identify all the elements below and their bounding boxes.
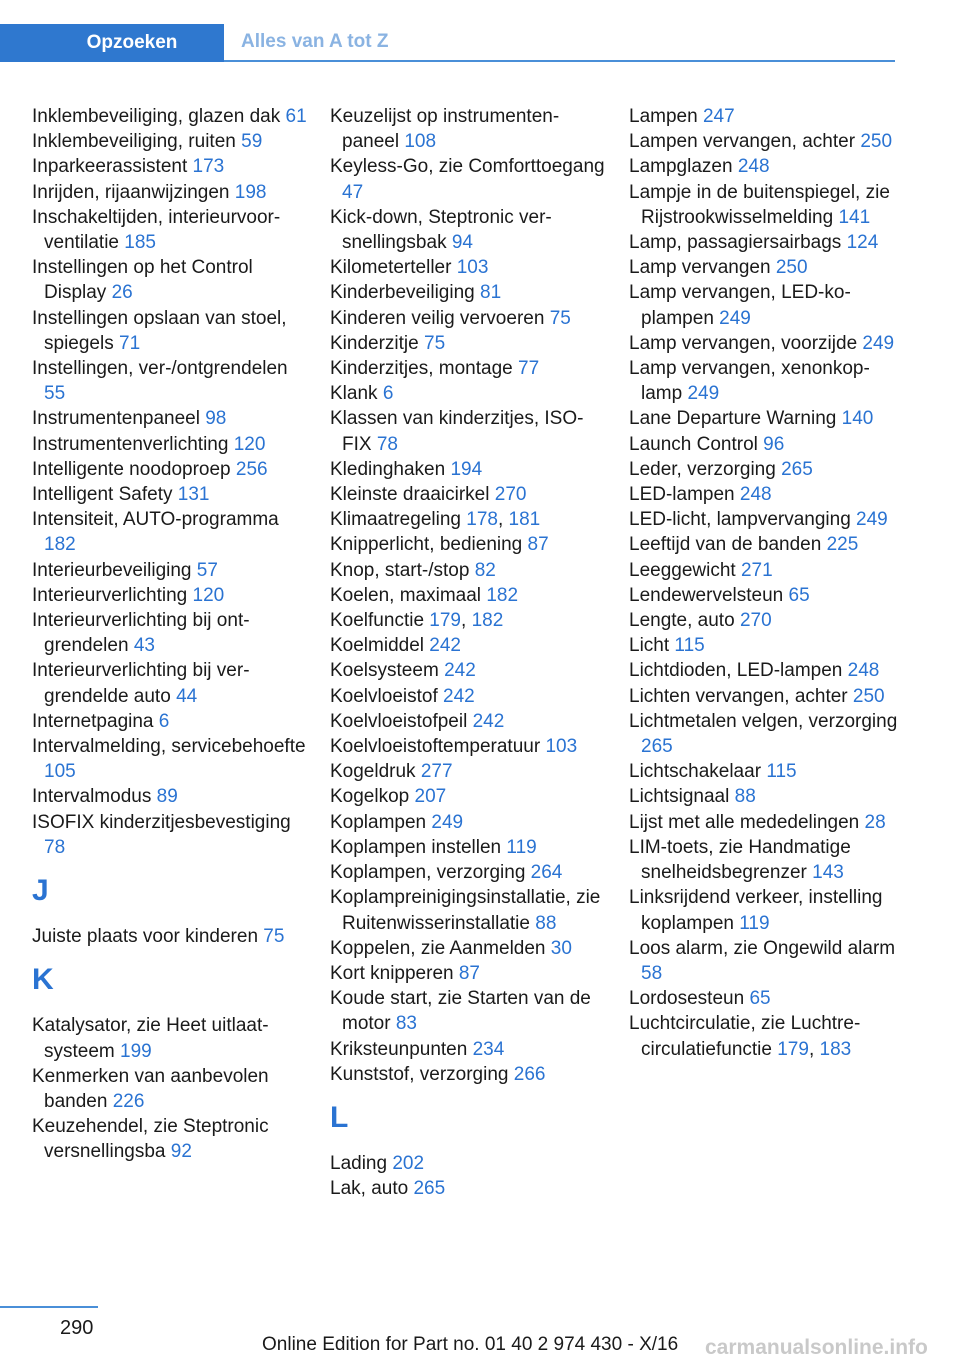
page-link[interactable]: 105: [44, 761, 76, 783]
page-link[interactable]: 61: [285, 106, 307, 127]
index-entry: [330, 936, 605, 961]
index-term: Kogelkop: [330, 786, 410, 808]
index-term: Licht: [629, 635, 670, 657]
page-link[interactable]: 271: [740, 559, 773, 581]
index-entry: [629, 709, 899, 759]
index-entry: [629, 457, 899, 482]
index-entry: [629, 255, 899, 280]
index-entry: [32, 583, 307, 608]
index-term: Koppelen, zie Aanmelden: [330, 937, 546, 959]
index-entry: [629, 633, 899, 658]
page-link[interactable]: 57: [196, 559, 218, 581]
watermark: carmanualsonline.info: [705, 1336, 928, 1359]
page-link[interactable]: 234: [472, 1038, 505, 1060]
index-term: Linksrijdend verkeer, instelling koplampen: [629, 887, 883, 934]
index-term: ISOFIX kinderzitjesbevestiging: [32, 811, 291, 833]
page-link[interactable]: 178: [466, 509, 498, 531]
index-term: Knop, start-/stop: [330, 559, 470, 581]
index-entry: [330, 784, 605, 809]
index-entry: [32, 104, 307, 129]
page-link[interactable]: 249: [862, 332, 895, 354]
index-term: Koude start, zie Starten van de motor: [330, 988, 591, 1035]
page-link[interactable]: 182: [471, 610, 504, 632]
page-link[interactable]: 6: [382, 383, 394, 405]
page-link[interactable]: 43: [133, 635, 155, 657]
index-entry: [330, 205, 605, 255]
page-link[interactable]: 247: [702, 106, 735, 127]
index-term: Intensiteit, AUTO-programma: [32, 509, 279, 531]
page-link[interactable]: 119: [739, 912, 770, 934]
index-term: Lichtsignaal: [629, 786, 730, 808]
index-term: Koplampen, verzorging: [330, 862, 526, 884]
index-term: Lijst met alle mededelingen: [629, 811, 860, 833]
index-entry: [330, 860, 605, 885]
index-entry: [32, 507, 307, 557]
index-entry: [32, 709, 307, 734]
page-link[interactable]: 47: [342, 181, 364, 203]
page-link[interactable]: 249: [431, 811, 464, 833]
index-term: Koplampen instellen: [330, 836, 502, 858]
page-link[interactable]: 143: [812, 862, 844, 884]
index-entry: [32, 1114, 307, 1164]
index-entry: [330, 457, 605, 482]
index-entry: [330, 1037, 605, 1062]
page-link[interactable]: 179: [777, 1038, 809, 1060]
index-term: Lichtschakelaar: [629, 761, 762, 783]
index-entry: [330, 356, 605, 381]
index-term: LED-lampen: [629, 484, 735, 506]
index-term: Koplampreinigingsinstallatie, zie Ruitenwisserinstallatie: [330, 887, 601, 934]
index-entry: [330, 532, 605, 557]
page-link[interactable]: 55: [44, 383, 66, 405]
page-link[interactable]: 77: [518, 358, 540, 380]
page-link[interactable]: 30: [550, 937, 572, 959]
index-entry: [330, 1151, 605, 1176]
page-link[interactable]: 181: [508, 509, 541, 531]
index-entry: [330, 759, 605, 784]
index-term: Klimaatregeling: [330, 509, 461, 531]
page-link[interactable]: 108: [404, 131, 437, 153]
index-term: Interieurverlichting bij ontgrendelen: [32, 610, 250, 657]
index-term: Intelligente noodoproep: [32, 458, 231, 480]
page-link[interactable]: 59: [241, 131, 263, 153]
index-entry: [32, 734, 307, 784]
index-entry: [330, 154, 605, 204]
index-term: Koelsysteem: [330, 660, 439, 682]
index-entry: [330, 1062, 605, 1087]
index-term: Kinderzitjes, montage: [330, 358, 513, 380]
page-link[interactable]: 120: [192, 584, 225, 606]
page-link[interactable]: 89: [156, 786, 178, 808]
page-link[interactable]: 103: [456, 257, 489, 279]
index-term: Koelmiddel: [330, 635, 424, 657]
page-link[interactable]: 249: [687, 383, 720, 405]
page-link[interactable]: 131: [177, 484, 210, 506]
page-link[interactable]: 202: [392, 1152, 425, 1174]
page-link[interactable]: 119: [506, 836, 537, 858]
index-term: Loos alarm, zie Ongewild alarm: [629, 937, 896, 959]
index-term: Luchtcirculatie, zie Luchtrecirculatiefunctie: [629, 1013, 861, 1060]
index-entry: [629, 154, 899, 179]
index-entry: [32, 558, 307, 583]
page-link[interactable]: 207: [414, 786, 447, 808]
index-term: Kort knipperen: [330, 962, 454, 984]
index-letter-heading: J: [32, 874, 49, 908]
index-term: LIM-toets, zie Handmatige snelheidsbegrenzer: [629, 836, 851, 884]
index-term: Leeggewicht: [629, 559, 736, 581]
index-entry: [629, 835, 899, 885]
page-link[interactable]: 182: [486, 584, 519, 606]
index-entry: [629, 507, 899, 532]
page-link[interactable]: 179: [429, 610, 461, 632]
index-term: Lendewervelsteun: [629, 584, 784, 606]
index-entry: [629, 331, 899, 356]
index-term: Koelen, maximaal: [330, 584, 482, 606]
index-entry: [32, 129, 307, 154]
index-term: Leeftijd van de banden: [629, 534, 822, 556]
index-term: Juiste plaats voor kinderen: [32, 926, 259, 948]
index-entry: [330, 633, 605, 658]
index-entry: [330, 1176, 605, 1201]
index-term: Koplampen: [330, 811, 427, 833]
index-column-1: [32, 104, 307, 1165]
index-entry: [629, 230, 899, 255]
index-term: Lading: [330, 1152, 388, 1174]
index-term: Keuzelijst op instrumentenpaneel: [330, 106, 560, 153]
index-term: Lampen vervangen, achter: [629, 131, 856, 153]
index-term: Lichtdioden, LED-lampen: [629, 660, 843, 682]
edition-note: Online Edition for Part no. 01 40 2 974 430 - X/16: [262, 1334, 679, 1355]
index-term: Kinderzitje: [330, 332, 419, 354]
index-entry: [629, 280, 899, 330]
index-entry: [629, 532, 899, 557]
page-link[interactable]: 265: [641, 736, 673, 758]
index-entry: [330, 104, 605, 154]
index-term: Kenmerken van aanbevolen banden: [32, 1065, 269, 1112]
index-term: Lane Departure Warning: [629, 408, 837, 430]
page-link[interactable]: 78: [44, 836, 66, 858]
page-link[interactable]: 250: [860, 131, 893, 153]
index-entry: [330, 885, 605, 935]
index-term: Lak, auto: [330, 1178, 409, 1200]
index-entry: [32, 810, 307, 860]
index-entry: [330, 810, 605, 835]
index-term: Koelfunctie: [330, 610, 425, 632]
index-entry: [330, 734, 605, 759]
index-term: Lamp vervangen, voorzijde: [629, 332, 858, 354]
tab-alles-van-a-tot-z[interactable]: Alles van A tot Z: [241, 31, 389, 52]
index-term: Lichtmetalen velgen, verzorging: [629, 710, 898, 732]
page-link[interactable]: 249: [719, 307, 751, 329]
page-link[interactable]: 242: [443, 685, 475, 707]
page-number: 290: [60, 1317, 94, 1339]
index-term: Intelligent Safety: [32, 484, 173, 506]
page-link[interactable]: 75: [263, 926, 285, 948]
page-link[interactable]: 98: [205, 408, 227, 430]
page-link[interactable]: 58: [641, 962, 663, 984]
page-link[interactable]: 242: [429, 635, 461, 657]
index-term: Klank: [330, 383, 378, 405]
index-entry: [629, 180, 899, 230]
index-entry: [330, 331, 605, 356]
page-link[interactable]: 248: [737, 156, 770, 178]
page-link[interactable]: 249: [856, 509, 888, 531]
page-link[interactable]: 87: [527, 534, 549, 556]
index-term: Lamp, passagiersairbags: [629, 232, 842, 254]
index-entry: [330, 986, 605, 1036]
index-entry: Klimaatregeling 178, 181: [330, 509, 541, 531]
page-link[interactable]: 250: [852, 685, 885, 707]
index-entry: [32, 154, 307, 179]
index-entry: [629, 885, 899, 935]
index-term: Knipperlicht, bediening: [330, 534, 523, 556]
index-term: Kleinste draaicirkel: [330, 484, 490, 506]
index-entry: [629, 810, 899, 835]
index-entry: [32, 457, 307, 482]
index-term: Lampje in de buitenspiegel, zie Rijstrookwisselmelding: [629, 181, 890, 228]
index-entry: [629, 986, 899, 1011]
index-letter-heading: L: [330, 1100, 349, 1134]
index-entry: [330, 709, 605, 734]
index-entry: [330, 381, 605, 406]
index-entry: [629, 482, 899, 507]
index-term: Instrumentenpaneel: [32, 408, 200, 430]
page-link[interactable]: 103: [545, 736, 578, 758]
index-entry: [32, 205, 307, 255]
index-term: Kick-down, Steptronic versnellingsbak: [330, 206, 552, 254]
index-entry: [330, 658, 605, 683]
page-link[interactable]: 26: [111, 282, 133, 304]
index-entry: [32, 608, 307, 658]
index-entry: [629, 936, 899, 986]
index-term: Lamp vervangen, LED-koplampen: [629, 282, 851, 329]
page-link[interactable]: 277: [420, 761, 453, 783]
page-link[interactable]: 81: [480, 282, 502, 304]
index-term: Launch Control: [629, 433, 758, 455]
index-entry: [330, 558, 605, 583]
index-entry: Luchtcirculatie, zie Luchtrecirculatiefunctie 179, 183: [629, 1013, 861, 1060]
index-entry: [330, 835, 605, 860]
page-link[interactable]: 199: [120, 1040, 152, 1062]
page-link[interactable]: 6: [158, 710, 170, 732]
index-term: Koelvloeistofpeil: [330, 710, 468, 732]
index-entry: [330, 306, 605, 331]
index-term: Inklembeveiliging, glazen dak: [32, 106, 281, 127]
index-term: Lichten vervangen, achter: [629, 685, 848, 707]
index-term: Koelvloeistoftemperatuur: [330, 736, 541, 758]
index-term: Instellingen opslaan van stoel, spiegels: [32, 307, 287, 354]
page-link[interactable]: 183: [819, 1038, 852, 1060]
page-link[interactable]: 87: [458, 962, 480, 984]
page-link[interactable]: 194: [450, 458, 483, 480]
index-letter-heading: K: [32, 963, 54, 997]
page-link[interactable]: 88: [535, 912, 557, 934]
page-link[interactable]: 120: [233, 433, 266, 455]
index-entry: [629, 432, 899, 457]
page-link[interactable]: 28: [864, 811, 886, 833]
index-entry: [629, 129, 899, 154]
index-entry: [32, 658, 307, 708]
index-term: Kinderbeveiliging: [330, 282, 475, 304]
page-link[interactable]: 226: [112, 1090, 145, 1112]
index-term: Lampglazen: [629, 156, 733, 178]
index-term: Koelvloeistof: [330, 685, 438, 707]
page-link[interactable]: 182: [44, 534, 76, 556]
index-entry: [629, 608, 899, 633]
index-entry: [32, 180, 307, 205]
index-term: Interieurbeveiliging: [32, 559, 192, 581]
index-term: Kogeldruk: [330, 761, 416, 783]
index-term: Inklembeveiliging, ruiten: [32, 131, 236, 153]
footer-rule: [0, 1306, 98, 1308]
page-link[interactable]: 75: [549, 307, 571, 329]
index-entry: [32, 784, 307, 809]
index-term: Inparkeerassistent: [32, 156, 188, 178]
index-term: Lamp vervangen, xenonkoplamp: [629, 358, 870, 405]
page-link[interactable]: 75: [424, 332, 446, 354]
index-entry: [330, 406, 605, 456]
page-link[interactable]: 250: [775, 257, 808, 279]
page-link[interactable]: 248: [739, 484, 772, 506]
index-term: Kriksteunpunten: [330, 1038, 468, 1060]
index-entry: [32, 432, 307, 457]
index-entry: [629, 784, 899, 809]
page-link[interactable]: 225: [826, 534, 859, 556]
index-term: Klassen van kinderzitjes, ISOFIX: [330, 408, 584, 455]
page-link[interactable]: 82: [474, 559, 496, 581]
index-entry: [629, 759, 899, 784]
index-entry: [629, 658, 899, 683]
page-link[interactable]: 248: [847, 660, 880, 682]
page-link[interactable]: 124: [846, 232, 879, 254]
index-term: Lengte, auto: [629, 610, 735, 632]
index-term: Instellingen, ver-/ontgrendelen: [32, 358, 288, 380]
index-column-3: [629, 104, 899, 1062]
index-term: Interieurverlichting bij vergrendelde auto: [32, 660, 250, 707]
index-entry: [32, 306, 307, 356]
tab-opzoeken[interactable]: Opzoeken: [0, 24, 224, 62]
index-entry: [629, 406, 899, 431]
index-term: Leder, verzorging: [629, 458, 776, 480]
index-term: Instrumentenverlichting: [32, 433, 229, 455]
page-link[interactable]: 71: [119, 332, 141, 354]
page-link[interactable]: 65: [749, 988, 771, 1010]
page-link[interactable]: 264: [530, 862, 563, 884]
index-entry: [629, 356, 899, 406]
section-tabs: [0, 24, 895, 62]
index-term: Kinderen veilig vervoeren: [330, 307, 545, 329]
index-entry: [32, 255, 307, 305]
index-entry: [32, 1064, 307, 1114]
page-link[interactable]: 270: [739, 610, 772, 632]
index-entry: Koelfunctie 179, 182: [330, 610, 504, 632]
index-term: Internetpagina: [32, 710, 154, 732]
page-link[interactable]: 92: [170, 1141, 192, 1163]
index-term: Instellingen op het Control Display: [32, 257, 253, 304]
index-entry: [32, 356, 307, 406]
page-link[interactable]: 256: [235, 458, 268, 480]
index-term: Lamp vervangen: [629, 257, 771, 279]
index-term: Interieurverlichting: [32, 584, 188, 606]
page-link[interactable]: 94: [451, 232, 473, 254]
page-link[interactable]: 115: [674, 635, 705, 657]
page-link[interactable]: 141: [838, 206, 871, 228]
page-link[interactable]: 83: [395, 1013, 417, 1035]
page-link[interactable]: 185: [124, 232, 156, 254]
index-entry: [330, 583, 605, 608]
page-link[interactable]: 88: [734, 786, 756, 808]
index-term: Intervalmelding, servicebehoefte: [32, 736, 306, 758]
index-term: Kunststof, verzorging: [330, 1063, 509, 1085]
page-link[interactable]: 65: [788, 584, 810, 606]
index-term: Inschakeltijden, interieurvoorventilatie: [32, 206, 281, 254]
index-term: Keyless-Go, zie Comforttoegang: [330, 156, 605, 178]
page-link[interactable]: 266: [513, 1063, 546, 1085]
index-entry: [629, 558, 899, 583]
index-entry: [330, 684, 605, 709]
index-term: Inrijden, rijaanwijzingen: [32, 181, 230, 203]
page-link[interactable]: 115: [766, 761, 797, 783]
page-link[interactable]: 242: [444, 660, 476, 682]
index-entry: [629, 104, 899, 129]
index-entry: [32, 1013, 307, 1063]
page-link[interactable]: 270: [494, 484, 527, 506]
index-term: Intervalmodus: [32, 786, 152, 808]
page-link[interactable]: 198: [234, 181, 267, 203]
index-entry: [330, 255, 605, 280]
page-link[interactable]: 44: [176, 685, 198, 707]
index-term: Lordosesteun: [629, 988, 745, 1010]
page-link[interactable]: 265: [413, 1178, 446, 1200]
index-term: Kledinghaken: [330, 458, 446, 480]
page-link[interactable]: 140: [841, 408, 874, 430]
index-entry: [32, 924, 307, 949]
index-term: Kilometerteller: [330, 257, 452, 279]
index-term: LED-licht, lampvervanging: [629, 509, 851, 531]
page-link[interactable]: 96: [763, 433, 785, 455]
page-link[interactable]: 173: [192, 156, 225, 178]
index-entry: [629, 684, 899, 709]
page-link[interactable]: 242: [472, 710, 505, 732]
index-term: Lampen: [629, 106, 698, 127]
index-term: Katalysator, zie Heet uitlaatsysteem: [32, 1015, 269, 1062]
index-entry: [32, 406, 307, 431]
index-entry: [330, 280, 605, 305]
index-term: Keuzehendel, zie Steptronic versnellingsba: [32, 1116, 269, 1163]
index-entry: [32, 482, 307, 507]
page-link[interactable]: 265: [781, 458, 813, 480]
index-entry: [330, 961, 605, 986]
index-column-2: [330, 104, 605, 1201]
index-entry: [629, 583, 899, 608]
index-entry: [330, 482, 605, 507]
page-link[interactable]: 78: [376, 433, 398, 455]
